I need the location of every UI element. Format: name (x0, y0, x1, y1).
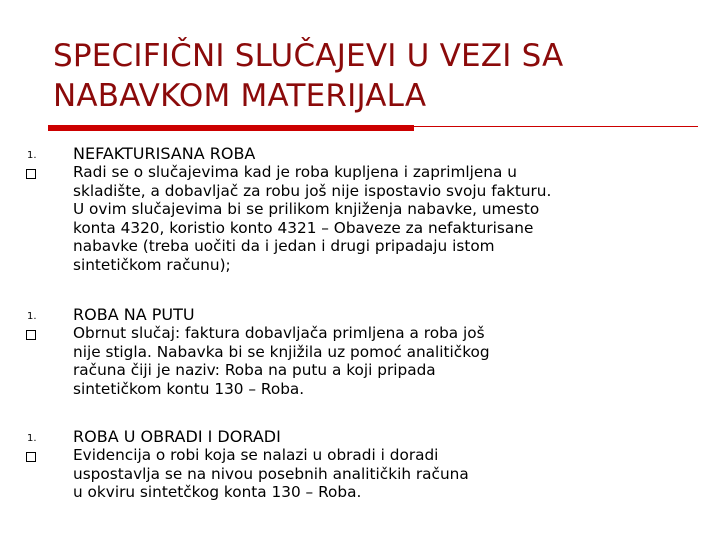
body-line: konta 4320, koristio konto 4321 – Obaveze za nefakturisane (73, 218, 534, 237)
body-line: u okviru sintetčkog konta 130 – Roba. (73, 483, 362, 502)
section-body (73, 163, 703, 275)
title-underline-thin (414, 126, 698, 127)
body-line: skladište, a dobavljač za robu još nije ispostavio svoju fakturu. (73, 181, 552, 200)
body-line: Radi se o slučajevima kad je roba kupljena i zaprimljena u (73, 163, 517, 181)
body-line: računa čiji je naziv: Roba na putu a koji pripada (73, 361, 436, 380)
title-line-2: NABAVKOM MATERIJALA (53, 78, 427, 114)
section-heading: ROBA U OBRADI I DORADI (73, 427, 281, 446)
section-heading: ROBA NA PUTU (73, 305, 195, 324)
title-underline-thick (48, 125, 414, 131)
section-number: 1. (27, 311, 37, 322)
body-line: Evidencija o robi koja se nalazi u obradi i doradi (73, 446, 439, 464)
slide-title (53, 36, 693, 116)
body-line: Obrnut slučaj: faktura dobavljača primljena a roba još (73, 324, 485, 342)
section-body (73, 446, 703, 502)
section-number: 1. (27, 433, 37, 444)
square-bullet-icon (26, 169, 36, 179)
square-bullet-icon (26, 452, 36, 462)
body-line: nabavke (treba uočiti da i jedan i drugi pripadaju istom (73, 237, 495, 256)
body-line: U ovim slučajevima bi se prilikom knjiženja nabavke, umesto (73, 200, 540, 219)
title-line-1: SPECIFIČNI SLUČAJEVI U VEZI SA (53, 38, 564, 74)
body-line: nije stigla. Nabavka bi se knjižila uz pomoć analitičkog (73, 342, 490, 361)
square-bullet-icon (26, 330, 36, 340)
body-line: sintetičkom računu); (73, 255, 231, 274)
section-heading: NEFAKTURISANA ROBA (73, 144, 256, 163)
body-line: uspostavlja se na nivou posebnih analitičkih računa (73, 464, 469, 483)
body-line: sintetičkom kontu 130 – Roba. (73, 379, 305, 398)
section-number: 1. (27, 150, 37, 161)
section-body (73, 324, 703, 398)
